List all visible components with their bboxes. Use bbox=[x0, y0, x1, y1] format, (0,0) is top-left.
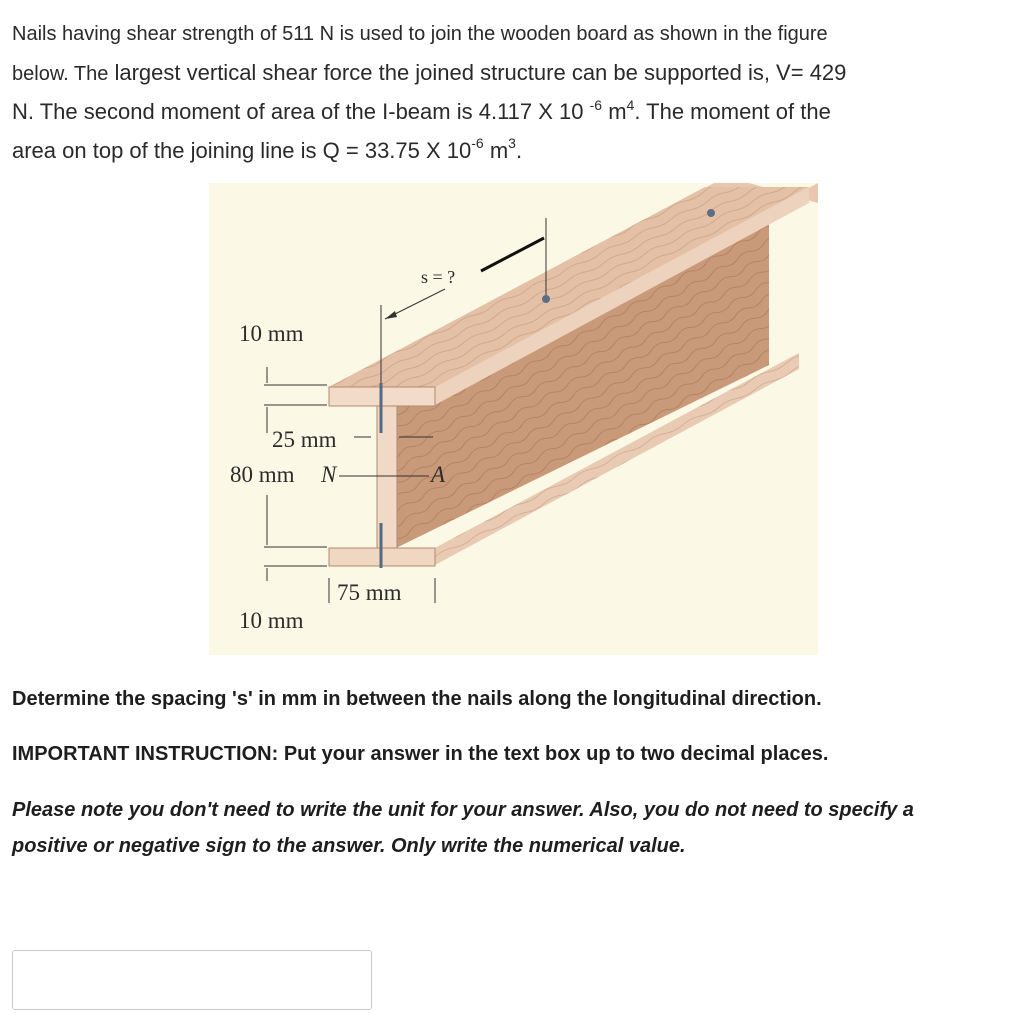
top-flange-thickness-label: 10 mm bbox=[239, 321, 304, 346]
instruction-text: IMPORTANT INSTRUCTION: Put your answer in the text box up to two decimal places. bbox=[12, 743, 829, 765]
bottom-flange-thickness-label: 10 mm bbox=[239, 608, 304, 633]
question-text: Determine the spacing 's' in mm in between the nails along the longitudinal direction. bbox=[12, 688, 822, 710]
problem-statement bbox=[12, 14, 1002, 170]
spacing-label: s = ? bbox=[421, 267, 456, 287]
neutral-axis-N-label: N bbox=[321, 462, 337, 487]
problem-line-1: Nails having shear strength of 511 N is used to join the wooden board as shown in the figure bbox=[12, 23, 828, 45]
nail-head-2 bbox=[707, 209, 715, 217]
centroid-distance-label: 25 mm bbox=[272, 427, 337, 452]
depth-label: 80 mm bbox=[230, 462, 295, 487]
nail-head-1 bbox=[542, 295, 550, 303]
problem-line-2: below. The largest vertical shear force the joined structure can be supported is, V= 429 bbox=[12, 59, 847, 85]
i-beam-figure bbox=[209, 183, 818, 655]
note-text: Please note you don't need to write the unit for your answer. Also, you do not need to specify a positive or negative sign to the answer. Only write the numerical value. bbox=[12, 799, 914, 857]
problem-line-4: area on top of the joining line is Q = 33.75 X $10^{-6}$ $m^3$. bbox=[12, 135, 523, 163]
i-beam-drawing bbox=[209, 183, 818, 655]
neutral-axis-A-label: A bbox=[431, 462, 446, 487]
answer-input[interactable] bbox=[12, 950, 372, 1010]
width-label: 75 mm bbox=[337, 580, 402, 605]
spacing-arrow bbox=[481, 238, 544, 271]
problem-line-3: N. The second moment of area of the I-beam is 4.117 X 10 $^{-6}$ $m^4$. The moment of the bbox=[12, 96, 831, 124]
